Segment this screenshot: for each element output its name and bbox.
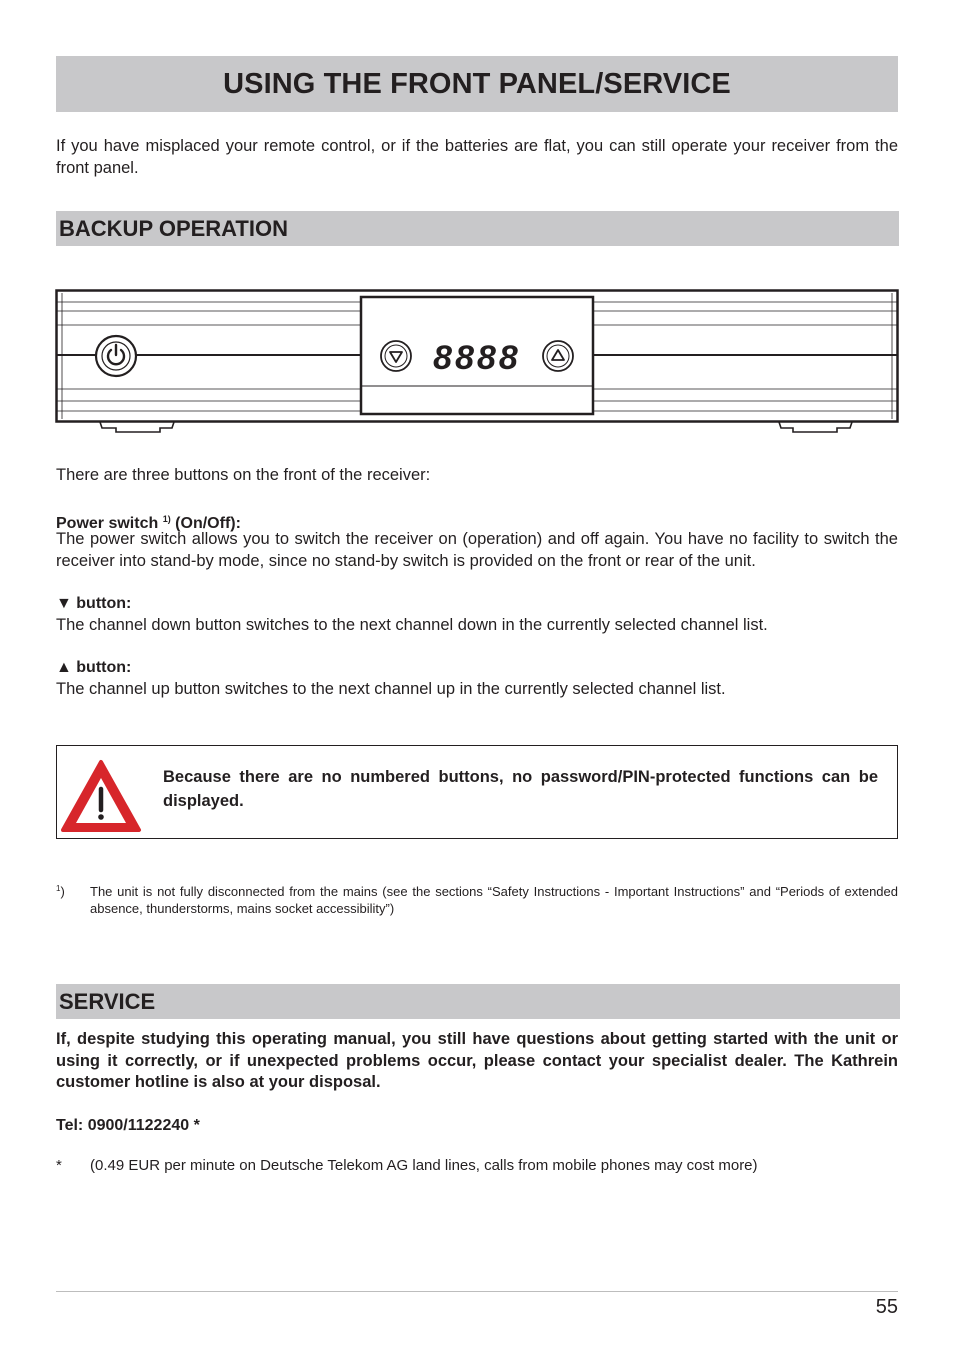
footnote-paren: ): [60, 884, 65, 899]
warning-text: Because there are no numbered buttons, no password/PIN-protected functions can be displayed.: [163, 768, 878, 810]
service-heading-bar: [56, 984, 900, 1019]
front-panel-illustration: [54, 285, 902, 435]
intro-paragraph: If you have misplaced your remote control, or if the batteries are flat, you can still operate your receiver from the front panel.: [56, 137, 898, 177]
receiver-foot-right: [779, 422, 852, 432]
power-button[interactable]: [96, 336, 136, 376]
page-title-bar: [56, 56, 898, 112]
channel-down-button[interactable]: [381, 341, 411, 371]
service-heading: SERVICE: [59, 988, 156, 1014]
segment-display: 8888: [433, 339, 521, 377]
down-button-label: ▼ button:: [56, 595, 132, 612]
down-button-description: The channel down button switches to the next channel down in the currently selected channel list.: [56, 616, 768, 634]
footnote-number: 1: [56, 884, 61, 893]
cost-note: (0.49 EUR per minute on Deutsche Telekom AG land lines, calls from mobile phones may cost more): [90, 1157, 758, 1174]
receiver-foot-left: [100, 422, 174, 432]
power-switch-label-suffix: (On/Off):: [175, 515, 241, 532]
footer-rule: [56, 1291, 898, 1292]
backup-heading: BACKUP OPERATION: [59, 215, 288, 241]
backup-heading-bar: [56, 211, 899, 246]
service-telephone: Tel: 0900/1122240 *: [56, 1117, 200, 1134]
power-switch-description: The power switch allows you to switch the receiver on (operation) and off again. You have no facility to switch the receiver into stand-by mode, since no stand-by switch is provided on the front or rear of the unit.: [56, 530, 898, 570]
warning-triangle-icon: [59, 758, 143, 834]
page-number: 55: [875, 1296, 898, 1318]
channel-up-button[interactable]: [543, 341, 573, 371]
power-switch-label-text: Power switch: [56, 515, 159, 532]
up-button-label: ▲ button:: [56, 659, 132, 676]
footnote-text: The unit is not fully disconnected from the mains (see the sections “Safety Instructions - Important Instructions” and “Periods of extended absence, thunderstorms, mains socket accessibility”): [90, 884, 898, 916]
footnote-marker: [56, 884, 65, 899]
warning-box: [56, 745, 898, 839]
cost-note-marker: *: [56, 1157, 62, 1174]
service-paragraph: If, despite studying this operating manual, you still have questions about getting started with the unit or using it correctly, or if unexpected problems occur, please contact your specialist dealer. The Kathrein customer hotline is also at your disposal.: [56, 1030, 898, 1091]
buttons-lead: There are three buttons on the front of the receiver:: [56, 466, 431, 484]
up-button-description: The channel up button switches to the next channel up in the currently selected channel list.: [56, 680, 726, 698]
power-switch-footnote-ref: 1): [162, 514, 171, 524]
page-title: USING THE FRONT PANEL/SERVICE: [223, 67, 731, 100]
